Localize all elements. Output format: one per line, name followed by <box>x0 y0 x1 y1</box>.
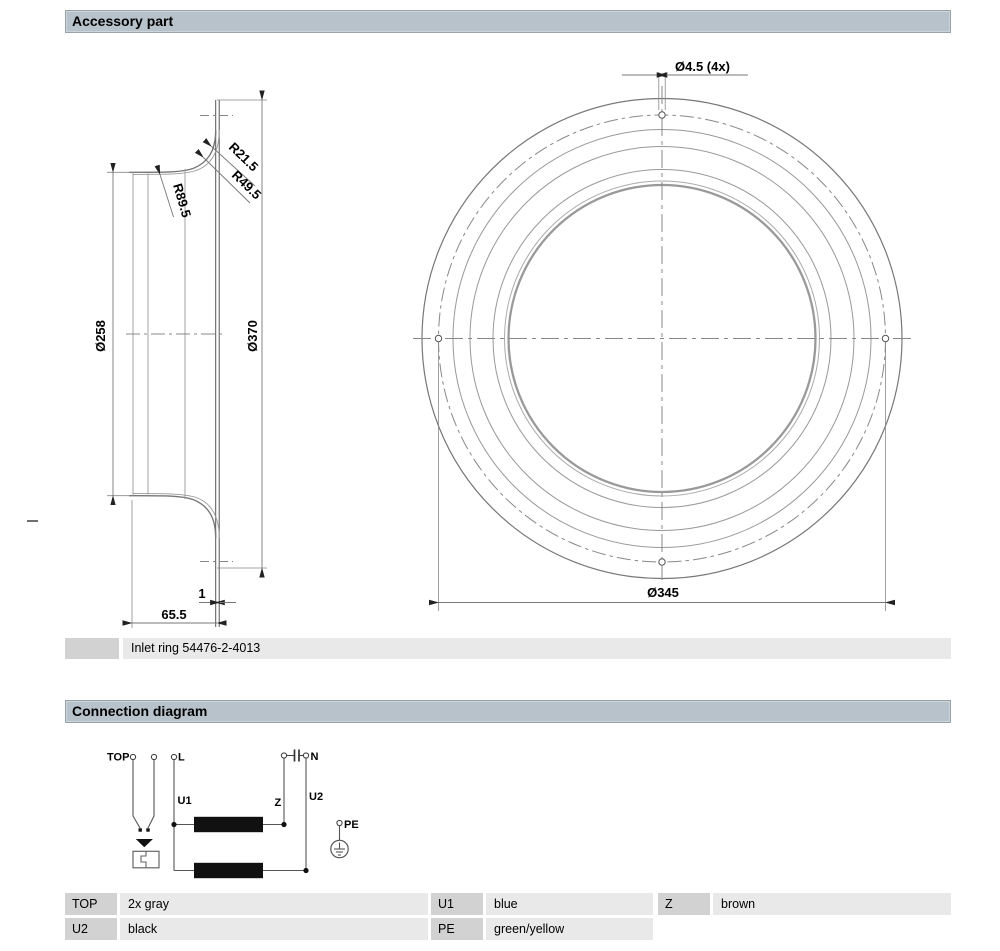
accessory-part-header: Accessory part <box>65 10 951 33</box>
inlet-ring-front-view <box>413 86 911 580</box>
legend-value-u2: black <box>120 918 428 940</box>
legend-key-top: TOP <box>65 893 117 915</box>
dim-radius-small: R21.5 <box>225 139 262 175</box>
terminal-label-pe: PE <box>344 819 359 831</box>
legend-key-u1: U1 <box>431 893 483 915</box>
terminal-label-u1: U1 <box>177 795 192 807</box>
terminal-label-n: N <box>310 751 319 763</box>
terminal-label-u2: U2 <box>309 791 324 803</box>
inlet-ring-side-view <box>126 100 233 627</box>
dim-depth: 65.5 <box>161 607 187 622</box>
dim-outer-diameter: Ø370 <box>245 320 260 352</box>
legend-value-top: 2x gray <box>120 893 428 915</box>
legend-value-u1: blue <box>486 893 653 915</box>
accessory-caption: Inlet ring 54476-2-4013 <box>123 638 951 659</box>
terminal-label-l: L <box>178 751 185 764</box>
caption-swatch-cell <box>65 638 119 659</box>
legend-value-pe: green/yellow <box>486 918 653 940</box>
inlet-ring-side-dimensions <box>93 100 267 628</box>
dim-mounting-holes: Ø4.5 (4x) <box>675 59 730 74</box>
dim-inner-diameter: Ø258 <box>93 320 108 352</box>
dim-flange-thickness: 1 <box>198 586 206 601</box>
legend-value-z: brown <box>713 893 951 915</box>
dim-radius-mid: R49.5 <box>228 167 265 203</box>
terminal-label-z: Z <box>274 797 282 809</box>
connection-diagram-header: Connection diagram <box>65 700 951 723</box>
dim-pitch-circle: Ø345 <box>647 585 679 600</box>
capacitor-symbol <box>287 750 304 762</box>
legend-key-z: Z <box>658 893 710 915</box>
legend-key-pe: PE <box>431 918 483 940</box>
connection-diagram-drawing <box>107 750 359 879</box>
legend-key-u2: U2 <box>65 918 117 940</box>
auxiliary-winding <box>194 863 263 878</box>
motor-wiring <box>171 758 308 878</box>
main-winding <box>194 817 263 832</box>
terminal-label-top: TOP <box>107 751 130 764</box>
dim-radius-large: R89.5 <box>170 181 195 220</box>
thermal-protector-symbol <box>133 760 159 868</box>
